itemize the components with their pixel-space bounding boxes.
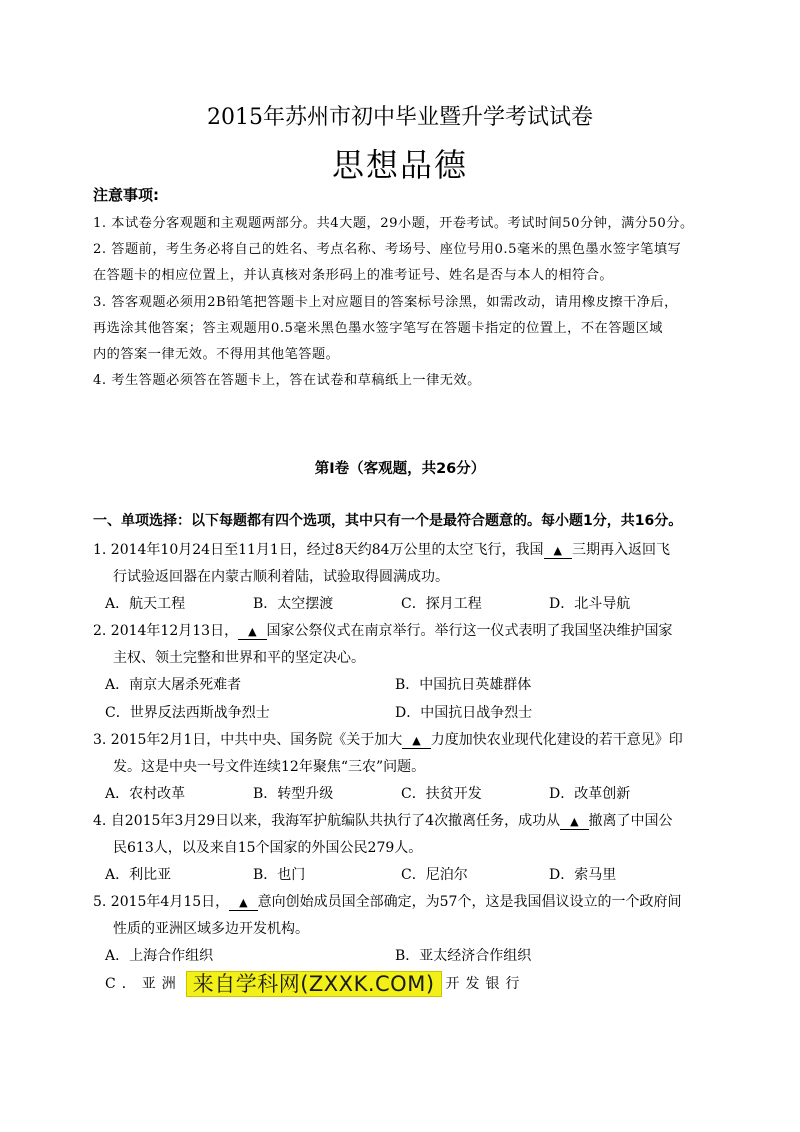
question-2 (93, 618, 713, 726)
question-text: 意向创始成员国全部确定，为57个，这是我国倡议设立的一个政府间 (257, 894, 682, 911)
notice-line: 在答题卡的相应位置上，并认真核对条形码上的准考证号、姓名是否与本人的相符合。 (93, 268, 614, 284)
notice-list (93, 211, 713, 394)
option-a: A．上海合作组织 (105, 948, 214, 965)
question-text: 1. 2014年10月24日至11月1日，经过8天约84万公里的太空飞行，我国 (93, 542, 544, 558)
question-stem (93, 727, 713, 754)
option-b: B．转型升级 (253, 785, 334, 802)
option-b: B．亚太经济合作组织 (395, 948, 532, 965)
option-row (93, 591, 713, 618)
part-title: 第Ⅰ卷（客观题，共26分） (314, 461, 486, 477)
notice-line: 2. 答题前，考生务必将自己的姓名、考点名称、考场号、座位号用0.5毫米的黑色墨水签字笔填写 (93, 242, 682, 258)
question-5 (93, 889, 713, 997)
option-row (93, 781, 713, 808)
option-c: C．亚洲 (105, 975, 182, 992)
option-c: C．探月工程 (401, 596, 482, 613)
option-c: C．尼泊尔 (401, 867, 468, 884)
answer-blank: ▲ (229, 896, 257, 911)
option-b: B．也门 (253, 867, 306, 884)
notice-line: 再选涂其他答案；答主观题用0.5毫米黑色墨水签字笔写在答题卡指定的位置上，不在答题区域 (93, 320, 663, 336)
question-text: 撤离了中国公 (588, 812, 673, 829)
option-b: B．中国抗日英雄群体 (395, 677, 532, 694)
option-a: A．航天工程 (105, 596, 186, 613)
notice-line: 1. 本试卷分客观题和主观题两部分。共4大题，29小题，开卷考试。考试时间50分钟，满分50分。 (93, 216, 694, 231)
option-c-suffix: 开发银行 (445, 975, 526, 992)
answer-blank: ▲ (238, 625, 266, 640)
question-text: 性质的亚洲区域多边开发机构。 (113, 921, 309, 938)
notice-line: 内的答案一律无效。不得用其他笔答题。 (93, 347, 340, 363)
question-stem (93, 537, 713, 564)
question-text: 主权、领土完整和世界和平的坚定决心。 (113, 650, 365, 667)
section-title: 一、单项选择：以下每题都有四个选项，其中只有一个是最符合题意的。每小题1分，共16分。 (93, 513, 683, 529)
option-c: C．世界反法西斯战争烈士 (105, 704, 270, 721)
option-row (93, 943, 713, 970)
question-text: 三期再入返回飞 (571, 542, 670, 558)
answer-blank: ▲ (560, 815, 588, 830)
question-text: 力度加快农业现代化建设的若干意见》印 (430, 731, 683, 748)
option-d: D．中国抗日战争烈士 (395, 704, 533, 721)
option-b: B．太空摆渡 (253, 596, 334, 613)
question-stem (93, 618, 713, 645)
option-a: A．利比亚 (105, 867, 172, 884)
option-row (93, 971, 713, 998)
option-c: C．扶贫开发 (401, 785, 482, 802)
question-stem (93, 808, 713, 835)
question-4 (93, 808, 713, 889)
question-text: 4. 自2015年3月29日以来，我海军护航编队共执行了4次撤离任务，成功从 (93, 812, 561, 829)
exam-title: 2015年苏州市初中毕业暨升学考试试卷 (207, 105, 593, 130)
question-text: 发。这是中央一号文件连续12年聚焦“三农”问题。 (113, 758, 426, 775)
notice-heading: 注意事项: (93, 186, 159, 204)
option-row (93, 862, 713, 889)
option-row (93, 672, 713, 699)
option-d: D．索马里 (549, 867, 617, 884)
option-row (93, 700, 713, 727)
answer-blank: ▲ (544, 544, 572, 559)
subject-title: 思想品德 (331, 146, 468, 184)
question-stem (93, 889, 713, 916)
notice-line: 4. 考生答题必须答在答题卡上，答在试卷和草稿纸上一律无效。 (93, 373, 481, 389)
question-text: 民613人，以及来自15个国家的外国公民279人。 (113, 840, 423, 857)
answer-blank: ▲ (402, 734, 430, 749)
question-1 (93, 537, 713, 618)
option-a: A．南京大屠杀死难者 (105, 677, 242, 694)
question-text: 5. 2015年4月15日， (93, 894, 230, 911)
question-list (93, 537, 713, 998)
option-d: D．北斗导航 (549, 596, 631, 613)
question-text: 2. 2014年12月13日， (93, 623, 239, 640)
watermark-banner: 来自学科网(ZXXK.COM) (186, 971, 442, 997)
option-a: A．农村改革 (105, 785, 186, 802)
question-text: 3. 2015年2月1日，中共中央、国务院《关于加大 (93, 731, 403, 748)
question-text: 行试验返回器在内蒙古顺利着陆，试验取得圆满成功。 (113, 569, 449, 586)
question-text: 国家公祭仪式在南京举行。举行这一仪式表明了我国坚决维护国家 (266, 623, 673, 640)
option-d: D．改革创新 (549, 785, 631, 802)
question-3 (93, 727, 713, 808)
notice-line: 3. 答客观题必须用2B铅笔把答题卡上对应题目的答案标号涂黑，如需改动，请用橡皮擦干净后， (93, 294, 678, 310)
